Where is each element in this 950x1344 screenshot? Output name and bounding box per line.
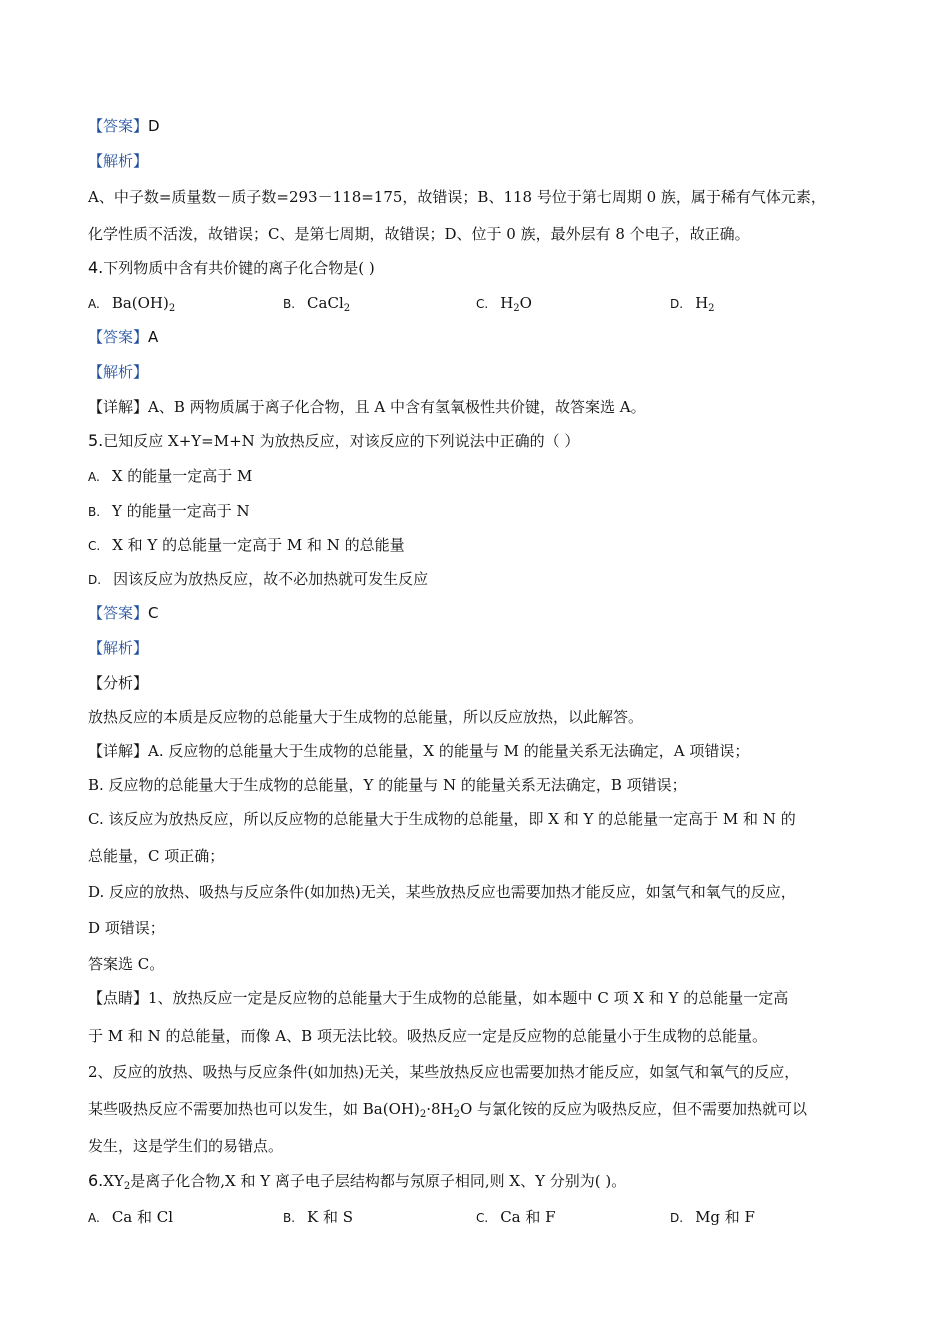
q4-stem-text: 下列物质中含有共价键的离子化合物是( ): [103, 259, 375, 277]
q5-option-b: [88, 501, 250, 522]
option-text: Ba(OH): [111, 294, 169, 312]
q3-analysis-label-line: [88, 151, 148, 171]
option-letter: C.: [476, 297, 489, 311]
analysis-label: 【解析】: [88, 152, 149, 170]
dianjing-text: 某些吸热反应不需要加热也可以发生，如 Ba(OH): [88, 1100, 420, 1118]
q6-option-a: [88, 1207, 173, 1228]
q6-option-d: [670, 1207, 755, 1228]
dianjing-text-post: O 与氯化铵的反应为吸热反应，但不需要加热就可以: [459, 1100, 808, 1118]
q5-detail-line-6: D 项错误；: [88, 919, 165, 937]
detail-label: 【详解】: [88, 398, 149, 416]
subscript: 2: [513, 303, 520, 314]
q6-stem: [88, 1171, 626, 1191]
option-text: Mg 和 F: [695, 1208, 755, 1226]
q6-option-b: [283, 1207, 353, 1228]
q5-stem: [88, 431, 579, 451]
analysis-label: 【解析】: [88, 639, 149, 657]
q4-option-b: [283, 293, 350, 314]
subscript: 2: [419, 1109, 427, 1120]
option-text: Ca 和 F: [500, 1208, 556, 1226]
q5-detail-line-2: B. 反应物的总能量大于生成物的总能量，Y 的能量与 N 的能量关系无法确定，B 项错误；: [88, 776, 687, 794]
q5-option-c: [88, 535, 405, 556]
q5-fenxi-text: 放热反应的本质是反应物的总能量大于生成物的总能量，所以反应放热，以此解答。: [88, 708, 644, 726]
option-text: X 和 Y 的总能量一定高于 M 和 N 的总能量: [112, 536, 405, 554]
answer-label: 【答案】: [88, 604, 149, 622]
option-text: K 和 S: [307, 1208, 354, 1226]
subscript: 2: [343, 303, 351, 314]
q5-option-a: [88, 466, 252, 487]
dianjing-text: 1、放热反应一定是反应物的总能量大于生成物的总能量，如本题中 C 项 X 和 Y 的总能量一定高: [148, 989, 789, 1007]
q4-detail-text: A、B 两物质属于离子化合物，且 A 中含有氢氧极性共价键，故答案选 A。: [148, 398, 646, 416]
q4-answer-value: A: [148, 328, 159, 346]
option-text: H: [500, 294, 514, 312]
option-letter: A.: [88, 297, 100, 311]
q5-answer-line: [88, 603, 159, 623]
option-text: CaCl: [307, 294, 344, 312]
q5-dianjing-line-2: 于 M 和 N 的总能量，而像 A、B 项无法比较。吸热反应一定是反应物的总能量小于生成物的总能量。: [88, 1027, 767, 1045]
q5-dianjing-line-1: [88, 988, 788, 1008]
dianjing-text-mid: ·8H: [426, 1100, 454, 1118]
option-letter: C.: [88, 539, 101, 553]
subscript: 2: [708, 303, 715, 314]
q5-dianjing-line-3: 2、反应的放热、吸热与反应条件(如加热)无关，某些放热反应也需要加热才能反应，如氢气和氧气的反应，: [88, 1063, 800, 1081]
q5-option-d: [88, 569, 428, 590]
q5-detail-line-1: [88, 741, 749, 761]
q5-detail-line-5: D. 反应的放热、吸热与反应条件(如加热)无关，某些放热反应也需要加热才能反应，如氢气和氧气的反应，: [88, 883, 796, 901]
option-text: Ca 和 Cl: [111, 1208, 174, 1226]
option-text: X 的能量一定高于 M: [111, 467, 253, 485]
option-letter: B.: [88, 505, 101, 519]
subscript: 2: [168, 303, 176, 314]
fenxi-label: 【分析】: [88, 674, 149, 692]
q4-option-c: [476, 293, 532, 314]
q5-detail-line-7: 答案选 C。: [88, 955, 165, 973]
option-letter: D.: [670, 1211, 684, 1225]
q5-answer-value: C: [148, 604, 159, 622]
option-letter: D.: [88, 573, 102, 587]
q3-answer-value: D: [148, 117, 160, 135]
q5-number: 5.: [88, 431, 104, 450]
q4-detail-line: [88, 397, 646, 417]
dianjing-label: 【点睛】: [88, 989, 149, 1007]
q6-option-c: [476, 1207, 556, 1228]
q4-option-a: [88, 293, 175, 314]
option-letter: A.: [88, 470, 100, 484]
q5-analysis-label-line: [88, 638, 148, 658]
option-text: H: [695, 294, 709, 312]
option-letter: B.: [283, 297, 296, 311]
answer-label: 【答案】: [88, 117, 149, 135]
q5-detail-line-3: C. 该反应为放热反应，所以反应物的总能量大于生成物的总能量，即 X 和 Y 的总能量一定高于 M 和 N 的: [88, 810, 796, 828]
q4-stem: [88, 258, 375, 278]
q4-option-d: [670, 293, 715, 314]
option-letter: D.: [670, 297, 684, 311]
q3-answer-line: [88, 116, 160, 136]
detail-label: 【详解】: [88, 742, 149, 760]
option-text: 因该反应为放热反应，故不必加热就可发生反应: [113, 570, 429, 588]
option-text-post: O: [519, 294, 532, 312]
q4-answer-line: [88, 327, 158, 347]
option-letter: B.: [283, 1211, 296, 1225]
subscript: 2: [123, 1181, 131, 1192]
q4-analysis-label-line: [88, 362, 148, 382]
q5-stem-text: 已知反应 X+Y=M+N 为放热反应，对该反应的下列说法中正确的（ ）: [103, 432, 580, 450]
answer-label: 【答案】: [88, 328, 149, 346]
q3-analysis-line-1: A、中子数=质量数－质子数=293－118=175，故错误；B、118 号位于第七周期 0 族，属于稀有气体元素，: [88, 188, 826, 206]
option-letter: A.: [88, 1211, 100, 1225]
subscript: 2: [453, 1109, 460, 1120]
q3-analysis-line-2: 化学性质不活泼，故错误；C、是第七周期，故错误；D、位于 0 族，最外层有 8 个电子，故正确。: [88, 225, 750, 243]
analysis-label: 【解析】: [88, 363, 149, 381]
q5-dianjing-line-4: [88, 1099, 807, 1119]
q5-dianjing-line-5: 发生，这是学生们的易错点。: [88, 1137, 284, 1155]
q5-detail-line-4: 总能量，C 项正确；: [88, 847, 225, 865]
option-text: Y 的能量一定高于 N: [112, 502, 250, 520]
q6-stem-text-post: 是离子化合物,X 和 Y 离子电子层结构都与氖原子相同,则 X、Y 分别为( )。: [130, 1172, 627, 1190]
q6-stem-text: XY: [103, 1172, 124, 1190]
option-letter: C.: [476, 1211, 489, 1225]
q4-number: 4.: [88, 258, 104, 277]
detail-text: A. 反应物的总能量大于生成物的总能量，X 的能量与 M 的能量关系无法确定，A 项错误；: [148, 742, 750, 760]
q6-number: 6.: [88, 1171, 104, 1190]
q5-fenxi-label-line: [88, 673, 148, 693]
